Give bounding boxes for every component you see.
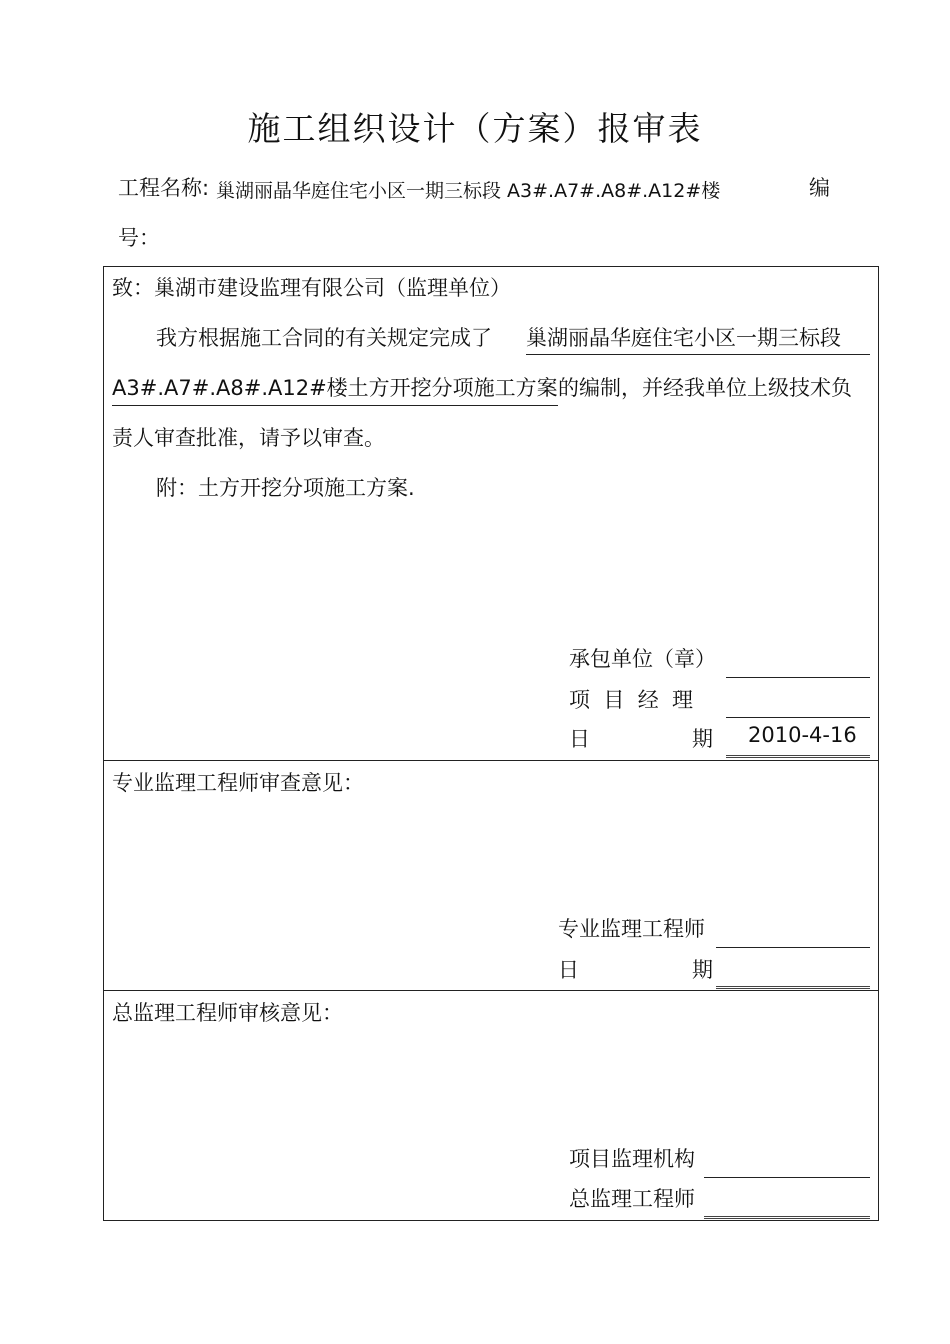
chief-engineer-signature-line [704, 1216, 870, 1219]
supervision-org-label: 项目监理机构 [569, 1147, 695, 1171]
date-value: 2010-4-16 [748, 723, 857, 747]
addressee-line: 致：巢湖市建设监理有限公司（监理单位） [112, 276, 511, 300]
number-label-part1: 编 [809, 176, 830, 200]
date-underline-1 [726, 755, 870, 758]
specialist-review-heading: 专业监理工程师审查意见： [112, 771, 364, 795]
project-manager-label: 项 目 经 理 [569, 688, 694, 712]
section-divider-2 [103, 990, 879, 991]
project-manager-signature-line [726, 717, 870, 718]
attachment-line: 附：土方开挖分项施工方案. [156, 476, 415, 500]
project-name-value: 巢湖丽晶华庭住宅小区一期三标段 A3#.A7#.A8#.A12#楼 [216, 180, 721, 202]
project-underline-1 [526, 354, 870, 355]
chief-engineer-label: 总监理工程师 [569, 1187, 695, 1211]
date-label-2-right: 期 [692, 958, 713, 982]
date-label-1-right: 期 [692, 727, 713, 751]
specialist-engineer-signature-line [716, 947, 870, 948]
contractor-signature-line [726, 677, 870, 678]
number-label-part2: 号： [118, 226, 160, 250]
contractor-label: 承包单位（章） [569, 647, 716, 671]
date-label-2-left: 日 [558, 958, 579, 982]
date-underline-2 [716, 986, 870, 989]
paragraph-line3: 责人审查批准，请予以审查。 [112, 426, 385, 450]
chief-review-heading: 总监理工程师审核意见： [112, 1001, 343, 1025]
form-title: 施工组织设计（方案）报审表 [247, 109, 703, 148]
paragraph-line1-prefix: 我方根据施工合同的有关规定完成了 [156, 326, 492, 350]
supervision-org-signature-line [704, 1177, 870, 1178]
specialist-engineer-label: 专业监理工程师 [558, 917, 705, 941]
project-underline-2 [112, 405, 558, 406]
paragraph-line2-suffix: 的编制，并经我单位上级技术负 [558, 376, 852, 400]
date-label-1-left: 日 [569, 727, 590, 751]
project-name-label: 工程名称: [118, 176, 210, 200]
paragraph-line2-project: A3#.A7#.A8#.A12#楼土方开挖分项施工方案 [112, 376, 558, 400]
section-divider-1 [103, 760, 879, 761]
paragraph-line1-project: 巢湖丽晶华庭住宅小区一期三标段 [526, 326, 841, 350]
